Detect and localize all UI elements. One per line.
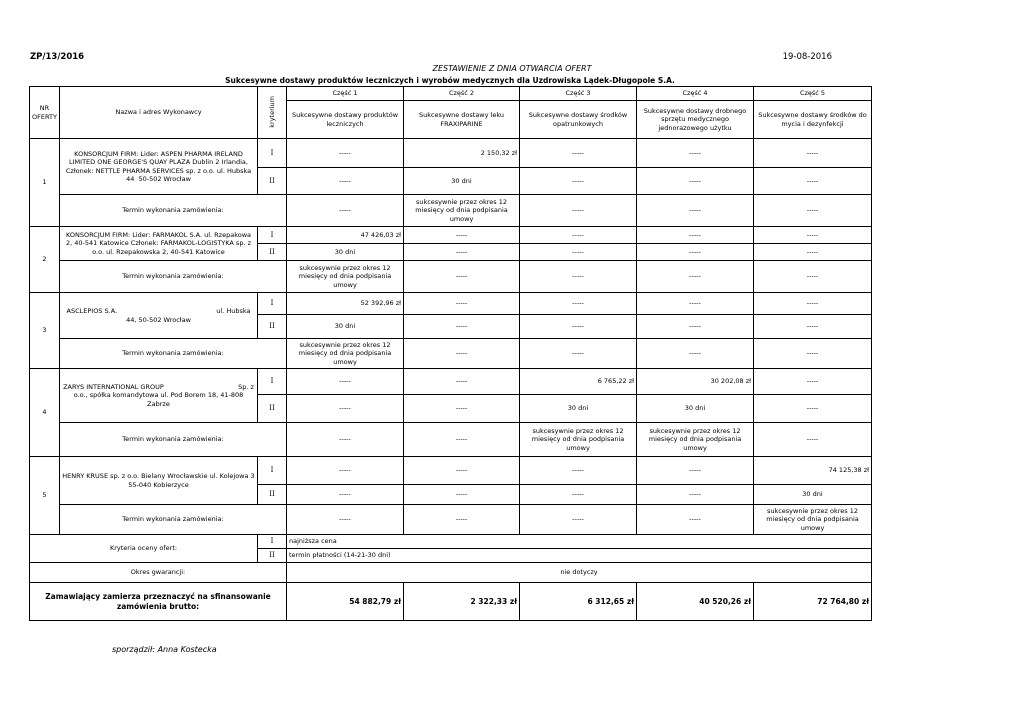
offer-5-term-part-4: ----- [637,505,754,535]
part-2-desc: Sukcesywne dostawy leku FRAXIPARINE [404,101,520,139]
offer-5-term-part-1: ----- [287,505,404,535]
criterion-marker: II [258,315,287,339]
col-nr-header: NR OFERTY [30,87,60,139]
offer-1-ii-part-5: ----- [754,168,872,195]
offer-2-i-part-4: ----- [637,227,754,244]
offer-4-term-part-5: ----- [754,423,872,457]
offer-2-ii-part-3: ----- [520,244,637,261]
criteria-row-I [30,535,872,549]
col-name-header: Nazwa i adres Wykonawcy [60,87,258,139]
offer-5-term-part-3: ----- [520,505,637,535]
offer-1-i-part-2: 2 150,32 zł [404,139,520,168]
offer-1-row-term [30,195,872,227]
offer-3-i-part-2: ----- [404,293,520,315]
offer-3-term-part-3: ----- [520,339,637,369]
offer-2-ii-part-1: 30 dni [287,244,404,261]
term-label: Termin wykonania zamówienia: [60,505,287,535]
budget-label: Zamawiający zamierza przeznaczyć na sfinansowanie zamówienia brutto: [30,583,287,621]
criteria-label: Kryteria oceny ofert: [30,535,258,563]
offer-1-ii-part-2: 30 dni [404,168,520,195]
offer-3-ii-part-2: ----- [404,315,520,339]
offer-4-term-part-2: ----- [404,423,520,457]
criteria-II-marker: II [258,549,287,563]
offers-table [29,86,872,621]
offer-number: 4 [30,369,60,457]
offer-5-ii-part-4: ----- [637,485,754,505]
offer-3-row-term [30,339,872,369]
document-subtitle: ZESTAWIENIE Z DNIA OTWARCIA OFERT [432,64,592,73]
offer-1-term-part-1: ----- [287,195,404,227]
offer-4-ii-part-2: ----- [404,395,520,423]
offer-2-i-part-3: ----- [520,227,637,244]
criterion-marker: I [258,369,287,395]
offer-1-i-part-4: ----- [637,139,754,168]
offer-4-i-part-1: ----- [287,369,404,395]
header-row-parts [30,87,872,101]
criterion-marker: II [258,395,287,423]
offer-3-term-part-1: sukcesywnie przez okres 12 miesięcy od dnia podpisania umowy [287,339,404,369]
part-2-label: Część 2 [404,87,520,101]
criterion-marker: I [258,227,287,244]
offer-5-ii-part-1: ----- [287,485,404,505]
offer-4-term-part-4: sukcesywnie przez okres 12 miesięcy od dnia podpisania umowy [637,423,754,457]
offer-3-ii-part-5: ----- [754,315,872,339]
offer-1-term-part-4: ----- [637,195,754,227]
offer-1-term-part-5: ----- [754,195,872,227]
warranty-value: nie dotyczy [287,563,872,583]
offer-4-ii-part-1: ----- [287,395,404,423]
criteria-II-value: termin płatności (14-21-30 dni) [287,549,872,563]
offer-2-row-term [30,261,872,293]
offer-1-ii-part-3: ----- [520,168,637,195]
offer-3-ii-part-1: 30 dni [287,315,404,339]
offer-2-i-part-2: ----- [404,227,520,244]
document-title: Sukcesywne dostawy produktów leczniczych i wyrobów medycznych dla Uzdrowiska Lądek-Długopole S.A. [225,76,675,85]
offer-1-row-i [30,139,872,168]
offer-number: 5 [30,457,60,535]
offer-4-row-term [30,423,872,457]
offer-4-ii-part-5: ----- [754,395,872,423]
offer-5-ii-part-3: ----- [520,485,637,505]
offer-4-ii-part-4: 30 dni [637,395,754,423]
signature: sporządził: Anna Kostecka [112,645,217,654]
budget-row [30,583,872,621]
offer-5-term-part-2: ----- [404,505,520,535]
offer-4-i-part-5: ----- [754,369,872,395]
offer-2-term-part-4: ----- [637,261,754,293]
part-4-label: Część 4 [637,87,754,101]
offer-3-term-part-2: ----- [404,339,520,369]
criterion-marker: I [258,457,287,485]
offer-1-term-part-2: sukcesywnie przez okres 12 miesięcy od dnia podpisania umowy [404,195,520,227]
part-1-desc: Sukcesywne dostawy produktów leczniczych [287,101,404,139]
offer-2-row-i [30,227,872,244]
offer-5-ii-part-5: 30 dni [754,485,872,505]
offer-2-ii-part-4: ----- [637,244,754,261]
term-label: Termin wykonania zamówienia: [60,423,287,457]
offer-5-i-part-1: ----- [287,457,404,485]
offer-1-i-part-1: ----- [287,139,404,168]
offer-5-term-part-5: sukcesywnie przez okres 12 miesięcy od dnia podpisania umowy [754,505,872,535]
offer-2-ii-part-5: ----- [754,244,872,261]
criterion-header-label: kryterium [267,95,276,128]
offer-1-i-part-5: ----- [754,139,872,168]
offer-number: 1 [30,139,60,227]
part-3-desc: Sukcesywne dostawy środków opatrunkowych [520,101,637,139]
offer-number: 2 [30,227,60,293]
criterion-marker: II [258,485,287,505]
warranty-label: Okres gwarancji: [30,563,287,583]
offer-4-i-part-4: 30 202,08 zł [637,369,754,395]
offer-2-i-part-5: ----- [754,227,872,244]
offer-2-i-part-1: 47 426,03 zł [287,227,404,244]
offer-contractor-name: HENRY KRUSE sp. z o.o. Bielany Wrocławskie ul. Kolejowa 3 55-040 Kobierzyce [60,457,258,505]
document-date: 19-08-2016 [782,52,832,62]
offer-2-term-part-2: ----- [404,261,520,293]
criteria-I-value: najniższa cena [287,535,872,549]
document-reference: ZP/13/2016 [30,52,85,62]
term-label: Termin wykonania zamówienia: [60,261,287,293]
offer-1-i-part-3: ----- [520,139,637,168]
offer-number: 3 [30,293,60,369]
budget-part-5: 72 764,80 zł [754,583,872,621]
budget-part-4: 40 520,26 zł [637,583,754,621]
offer-1-ii-part-4: ----- [637,168,754,195]
offer-4-row-i [30,369,872,395]
offer-3-ii-part-3: ----- [520,315,637,339]
term-label: Termin wykonania zamówienia: [60,195,287,227]
warranty-row [30,563,872,583]
offer-3-ii-part-4: ----- [637,315,754,339]
offer-3-i-part-3: ----- [520,293,637,315]
offer-2-ii-part-2: ----- [404,244,520,261]
criterion-marker: I [258,293,287,315]
offer-5-ii-part-2: ----- [404,485,520,505]
part-1-label: Część 1 [287,87,404,101]
offer-3-i-part-4: ----- [637,293,754,315]
offer-contractor-name: ASCLEPIOS S.A. ul. Hubska 44, 50-502 Wrocław [60,293,258,339]
offer-5-i-part-4: ----- [637,457,754,485]
criterion-marker: I [258,139,287,168]
col-criterion-header [258,87,287,139]
part-3-label: Część 3 [520,87,637,101]
offer-3-term-part-4: ----- [637,339,754,369]
criterion-marker: II [258,244,287,261]
offer-3-row-i [30,293,872,315]
offer-4-term-part-3: sukcesywnie przez okres 12 miesięcy od dnia podpisania umowy [520,423,637,457]
offer-4-i-part-3: 6 765,22 zł [520,369,637,395]
budget-part-2: 2 322,33 zł [404,583,520,621]
term-label: Termin wykonania zamówienia: [60,339,287,369]
offer-1-ii-part-1: ----- [287,168,404,195]
part-5-label: Część 5 [754,87,872,101]
offer-3-i-part-5: ----- [754,293,872,315]
part-5-desc: Sukcesywne dostawy środków do mycia i dezynfekcji [754,101,872,139]
offer-4-term-part-1: ----- [287,423,404,457]
offer-2-term-part-3: ----- [520,261,637,293]
offer-2-term-part-1: sukcesywnie przez okres 12 miesięcy od dnia podpisania umowy [287,261,404,293]
criterion-marker: II [258,168,287,195]
offer-5-i-part-3: ----- [520,457,637,485]
offer-5-i-part-2: ----- [404,457,520,485]
offer-contractor-name: KONSORCJUM FIRM: Lider: FARMAKOL S.A. ul. Rzepakowa 2, 40-541 Katowice Członek: FARMAKOL-LOGISTYKA sp. z o.o. ul. Rzepakowska 2, 40-541 Katowice [60,227,258,261]
offer-contractor-name: KONSORCJUM FIRM: Lider: ASPEN PHARMA IRELAND LIMITED ONE GEORGE'S QUAY PLAZA Dublin 2 Irlandia, Członek: NETTLE PHARMA SERVICES sp. z o.o. ul. Hubska 44 50-502 Wrocław [60,139,258,195]
offer-5-i-part-5: 74 125,38 zł [754,457,872,485]
offer-contractor-name: ZARYS INTERNATIONAL GROUP Sp. z o.o., spółka komandytowa ul. Pod Borem 18, 41-808 Zabrze [60,369,258,423]
part-4-desc: Sukcesywne dostawy drobnego sprzętu medycznego jednorazowego użytku [637,101,754,139]
offer-1-term-part-3: ----- [520,195,637,227]
offer-5-row-term [30,505,872,535]
offer-5-row-i [30,457,872,485]
offer-3-term-part-5: ----- [754,339,872,369]
budget-part-3: 6 312,65 zł [520,583,637,621]
offer-4-i-part-2: ----- [404,369,520,395]
criteria-I-marker: I [258,535,287,549]
offer-4-ii-part-3: 30 dni [520,395,637,423]
budget-part-1: 54 882,79 zł [287,583,404,621]
offer-2-term-part-5: ----- [754,261,872,293]
offer-3-i-part-1: 52 392,96 zł [287,293,404,315]
